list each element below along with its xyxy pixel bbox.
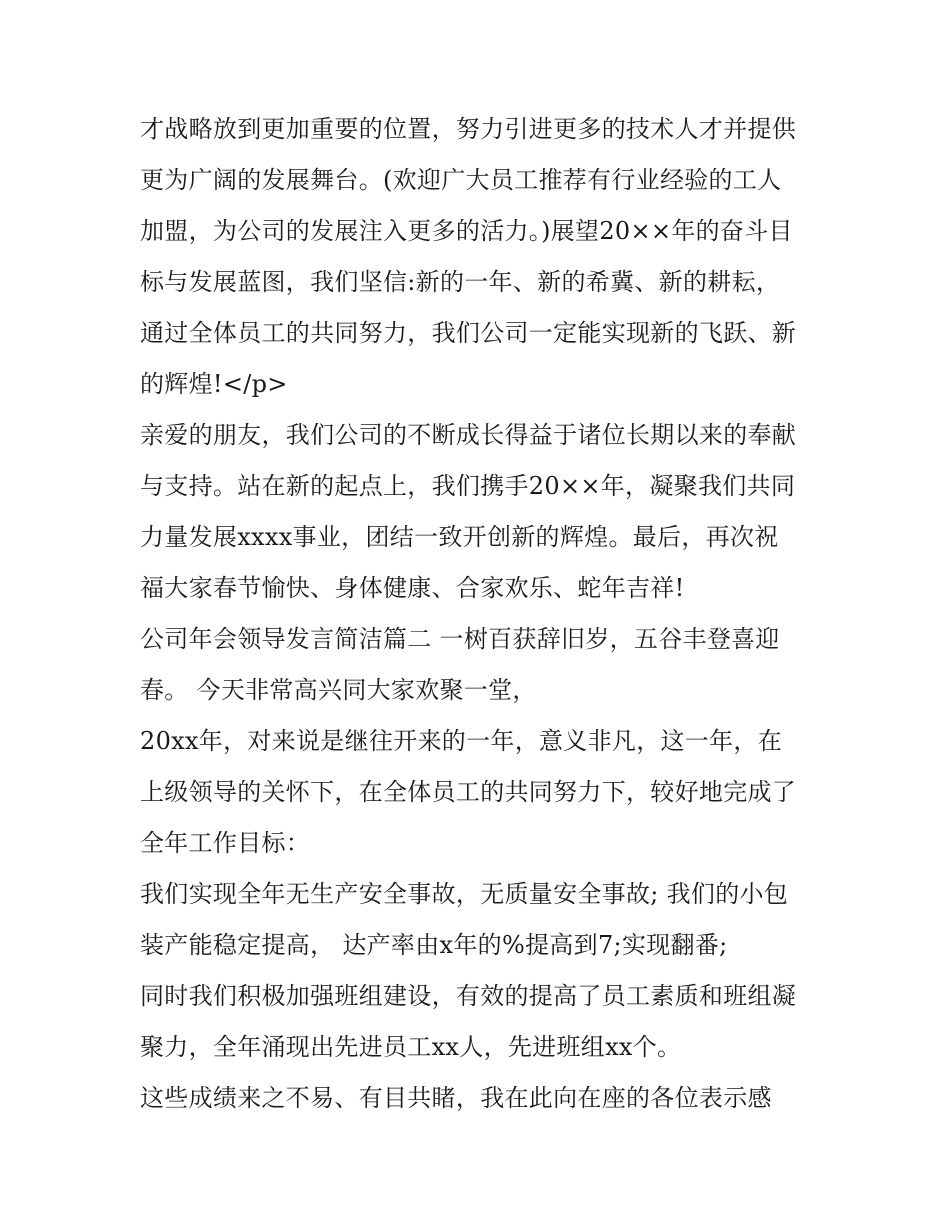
- text-line: 同时我们积极加强班组建设，有效的提高了员工素质和班组凝: [140, 982, 797, 1010]
- text-line: 更为广阔的发展舞台。(欢迎广大员工推荐有行业经验的工人: [140, 166, 782, 194]
- text-line: 与支持。站在新的起点上，我们携手20××年，凝聚我们共同: [140, 472, 796, 500]
- text-line: 上级领导的关怀下，在全体员工的共同努力下，较好地完成了: [140, 778, 797, 806]
- text-line: 力量发展xxxx事业，团结一致开创新的辉煌。最后，再次祝: [140, 523, 779, 551]
- document-body: [140, 104, 820, 1124]
- text-line: 的辉煌!</p>: [140, 370, 288, 398]
- text-line: 20xx年，对来说是继往开来的一年，意义非凡，这一年，在: [140, 727, 783, 755]
- text-line: 全年工作目标：: [140, 829, 311, 857]
- text-line: 通过全体员工的共同努力，我们公司一定能实现新的飞跃、新: [140, 319, 797, 347]
- text-line: 聚力，全年涌现出先进员工xx人，先进班组xx个。: [140, 1033, 682, 1061]
- text-line: 亲爱的朋友，我们公司的不断成长得益于诸位长期以来的奉献: [140, 421, 797, 449]
- text-line: 这些成绩来之不易、有目共睹，我在此向在座的各位表示感: [140, 1084, 772, 1112]
- text-line: 标与发展蓝图，我们坚信:新的一年、新的希冀、新的耕耘，: [140, 268, 781, 296]
- text-line: 我们实现全年无生产安全事故，无质量安全事故; 我们的小包: [140, 880, 789, 908]
- text-line: 春。 今天非常高兴同大家欢聚一堂，: [140, 676, 537, 704]
- text-line: 加盟，为公司的发展注入更多的活力。)展望20××年的奋斗目: [140, 217, 793, 245]
- text-line: 装产能稳定提高， 达产率由x年的%提高到7;实现翻番;: [140, 931, 728, 959]
- text-line: 才战略放到更加重要的位置，努力引进更多的技术人才并提供: [140, 115, 797, 143]
- text-line: 福大家春节愉快、身体健康、合家欢乐、蛇年吉祥!: [140, 574, 685, 602]
- text-line: 公司年会领导发言简洁篇二 一树百获辞旧岁，五谷丰登喜迎: [140, 625, 780, 653]
